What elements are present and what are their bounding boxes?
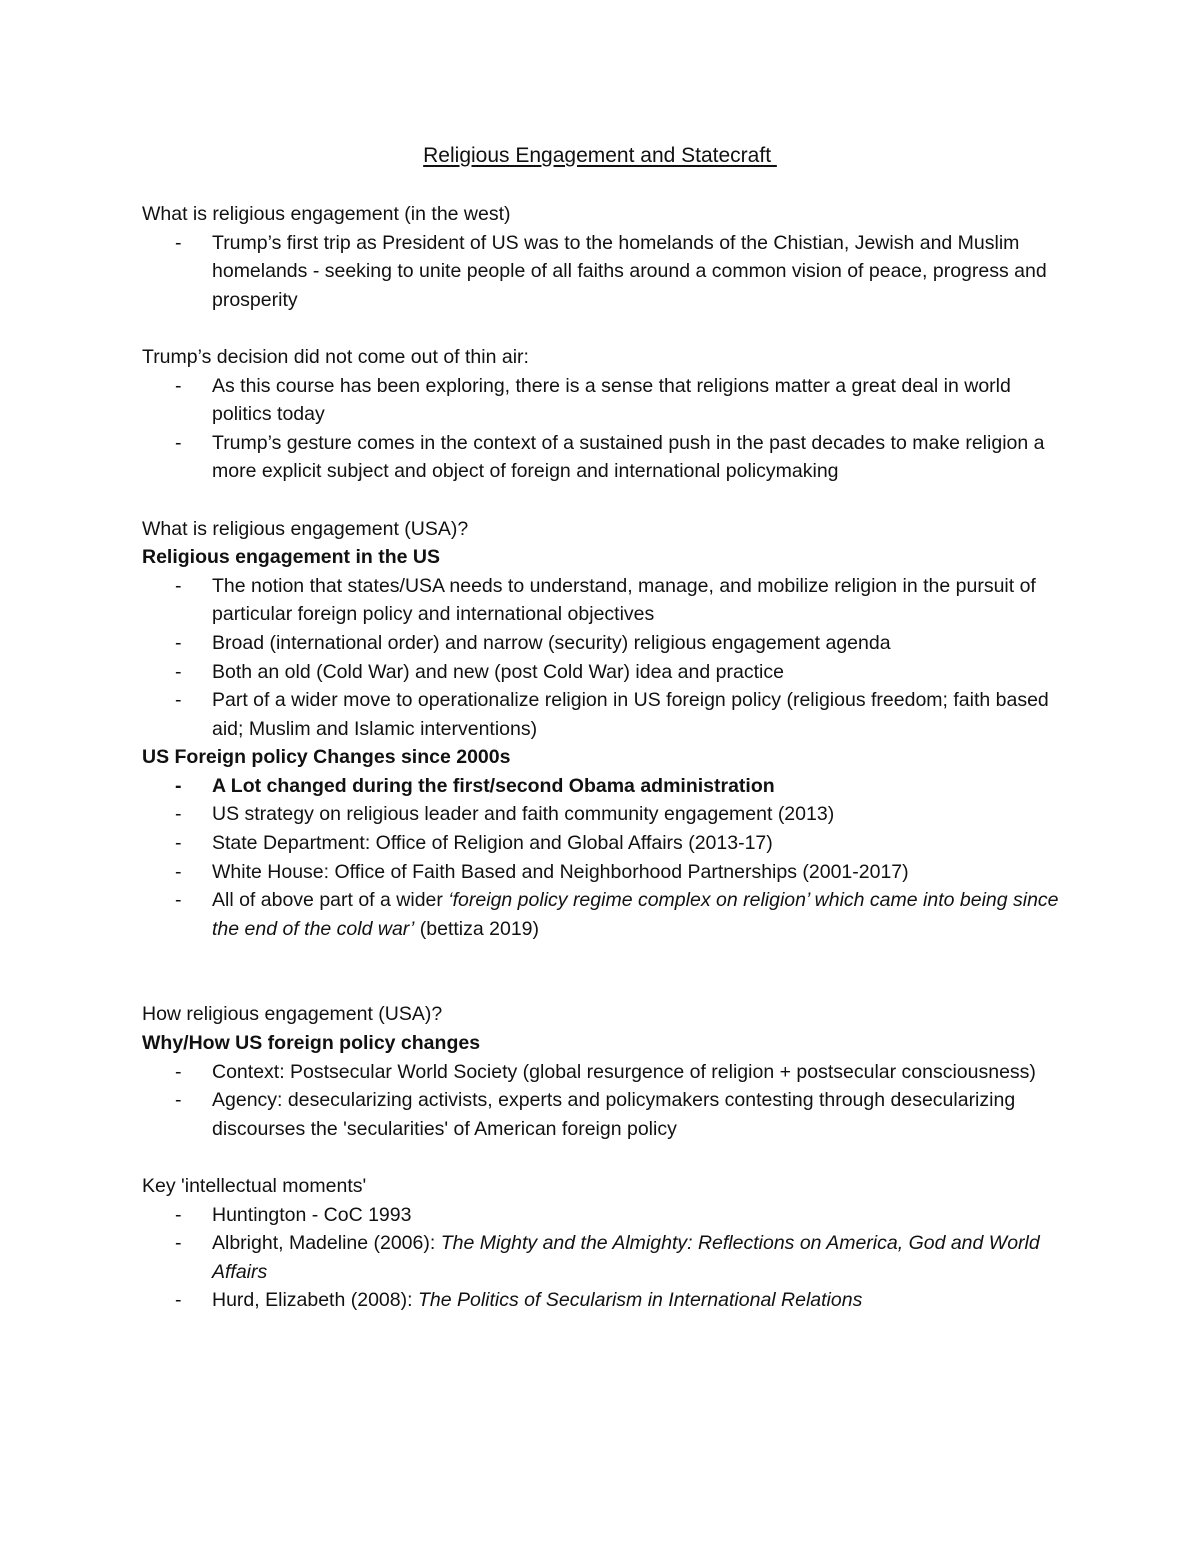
italic-quote: ‘foreign policy regime complex on religion’ which came into being since the end of the cold war’ [212,889,1059,940]
heading-foreign-policy-changes: US Foreign policy Changes since 2000s [142,746,511,769]
dash-bullet: - [175,431,182,454]
list-item: - Albright, Madeline (2006): The Mighty and the Almighty: Reflections on America, God and World Affairs [142,1229,1062,1286]
dash-bullet: - [175,860,182,883]
list-item-bold: - A Lot changed during the first/second Obama administration [142,772,1062,801]
book-title: The Mighty and the Almighty: Reflections on America, God and World Affairs [212,1232,1040,1283]
section-question-how: How religious engagement (USA)? [142,1003,443,1026]
dash-bullet: - [175,803,182,826]
dash-bullet: - [175,574,182,597]
list-item: - White House: Office of Faith Based and Neighborhood Partnerships (2001-2017) [142,858,1062,887]
bullet-list-trump [142,372,1062,486]
list-item: - Huntington - CoC 1993 [142,1201,1062,1230]
dash-bullet: - [175,231,182,254]
list-item: - Trump’s gesture comes in the context of a sustained push in the past decades to make religion a more explicit subject and object of foreign and international policymaking [142,429,1062,486]
list-item: - All of above part of a wider ‘foreign policy regime complex on religion’ which came into being since the end of the cold war’ (bettiza 2019) [142,886,1062,943]
dash-bullet: - [175,689,182,712]
dash-bullet: - [175,1232,182,1255]
section-question-trump: Trump’s decision did not come out of thin air: [142,345,529,368]
list-item: - Hurd, Elizabeth (2008): The Politics of Secularism in International Relations [142,1286,1062,1315]
dash-bullet: - [175,374,182,397]
bullet-list-key-moments [142,1201,1062,1315]
list-item: - Broad (international order) and narrow (security) religious engagement agenda [142,629,1062,658]
list-item: - The notion that states/USA needs to understand, manage, and mobilize religion in the pursuit of particular foreign policy and international objectives [142,572,1062,629]
list-item: - Trump’s first trip as President of US was to the homelands of the Chistian, Jewish and Muslim homelands - seeking to unite people of all faiths around a common vision of peace, progress and prosperity [142,229,1062,315]
section-question-key-moments: Key 'intellectual moments' [142,1175,367,1197]
dash-bullet: - [175,660,182,683]
section-question-west: What is religious engagement (in the west) [142,203,511,225]
dash-bullet: - [175,1089,182,1112]
heading-religious-engagement-us: Religious engagement in the US [142,546,440,569]
bullet-list-west [142,229,1062,315]
spacer [142,943,1062,1000]
book-title: The Politics of Secularism in International Relations [417,1289,863,1312]
bullet-list-religious-engagement [142,572,1062,744]
dash-bullet: - [175,1203,182,1226]
spacer [142,1143,1062,1172]
list-item: - Agency: desecularizing activists, experts and policymakers contesting through desecularizing discourses the 'secularities' of American foreign policy [142,1086,1062,1143]
list-item: - US strategy on religious leader and faith community engagement (2013) [142,800,1062,829]
list-item: - Both an old (Cold War) and new (post Cold War) idea and practice [142,658,1062,687]
list-item: - As this course has been exploring, there is a sense that religions matter a great deal in world politics today [142,372,1062,429]
list-item: - State Department: Office of Religion and Global Affairs (2013-17) [142,829,1062,858]
bullet-list-foreign-policy [142,772,1062,944]
page-title: Religious Engagement and Statecraft [423,144,777,167]
bullet-list-why-how [142,1058,1062,1144]
spacer [142,314,1062,343]
dash-bullet: - [175,1060,182,1083]
section-question-usa: What is religious engagement (USA)? [142,517,469,540]
spacer [142,486,1062,515]
dash-bullet: - [175,889,182,912]
dash-bullet: - [175,832,182,855]
dash-bullet: - [175,1289,182,1312]
list-item: - Part of a wider move to operationalize religion in US foreign policy (religious freedom; faith based aid; Muslim and Islamic interventions) [142,686,1062,743]
document-body [142,200,1062,1315]
heading-why-how: Why/How US foreign policy changes [142,1032,481,1055]
dash-bullet: - [175,774,182,797]
dash-bullet: - [175,631,182,654]
list-item: - Context: Postsecular World Society (global resurgence of religion + postsecular consciousness) [142,1058,1062,1087]
